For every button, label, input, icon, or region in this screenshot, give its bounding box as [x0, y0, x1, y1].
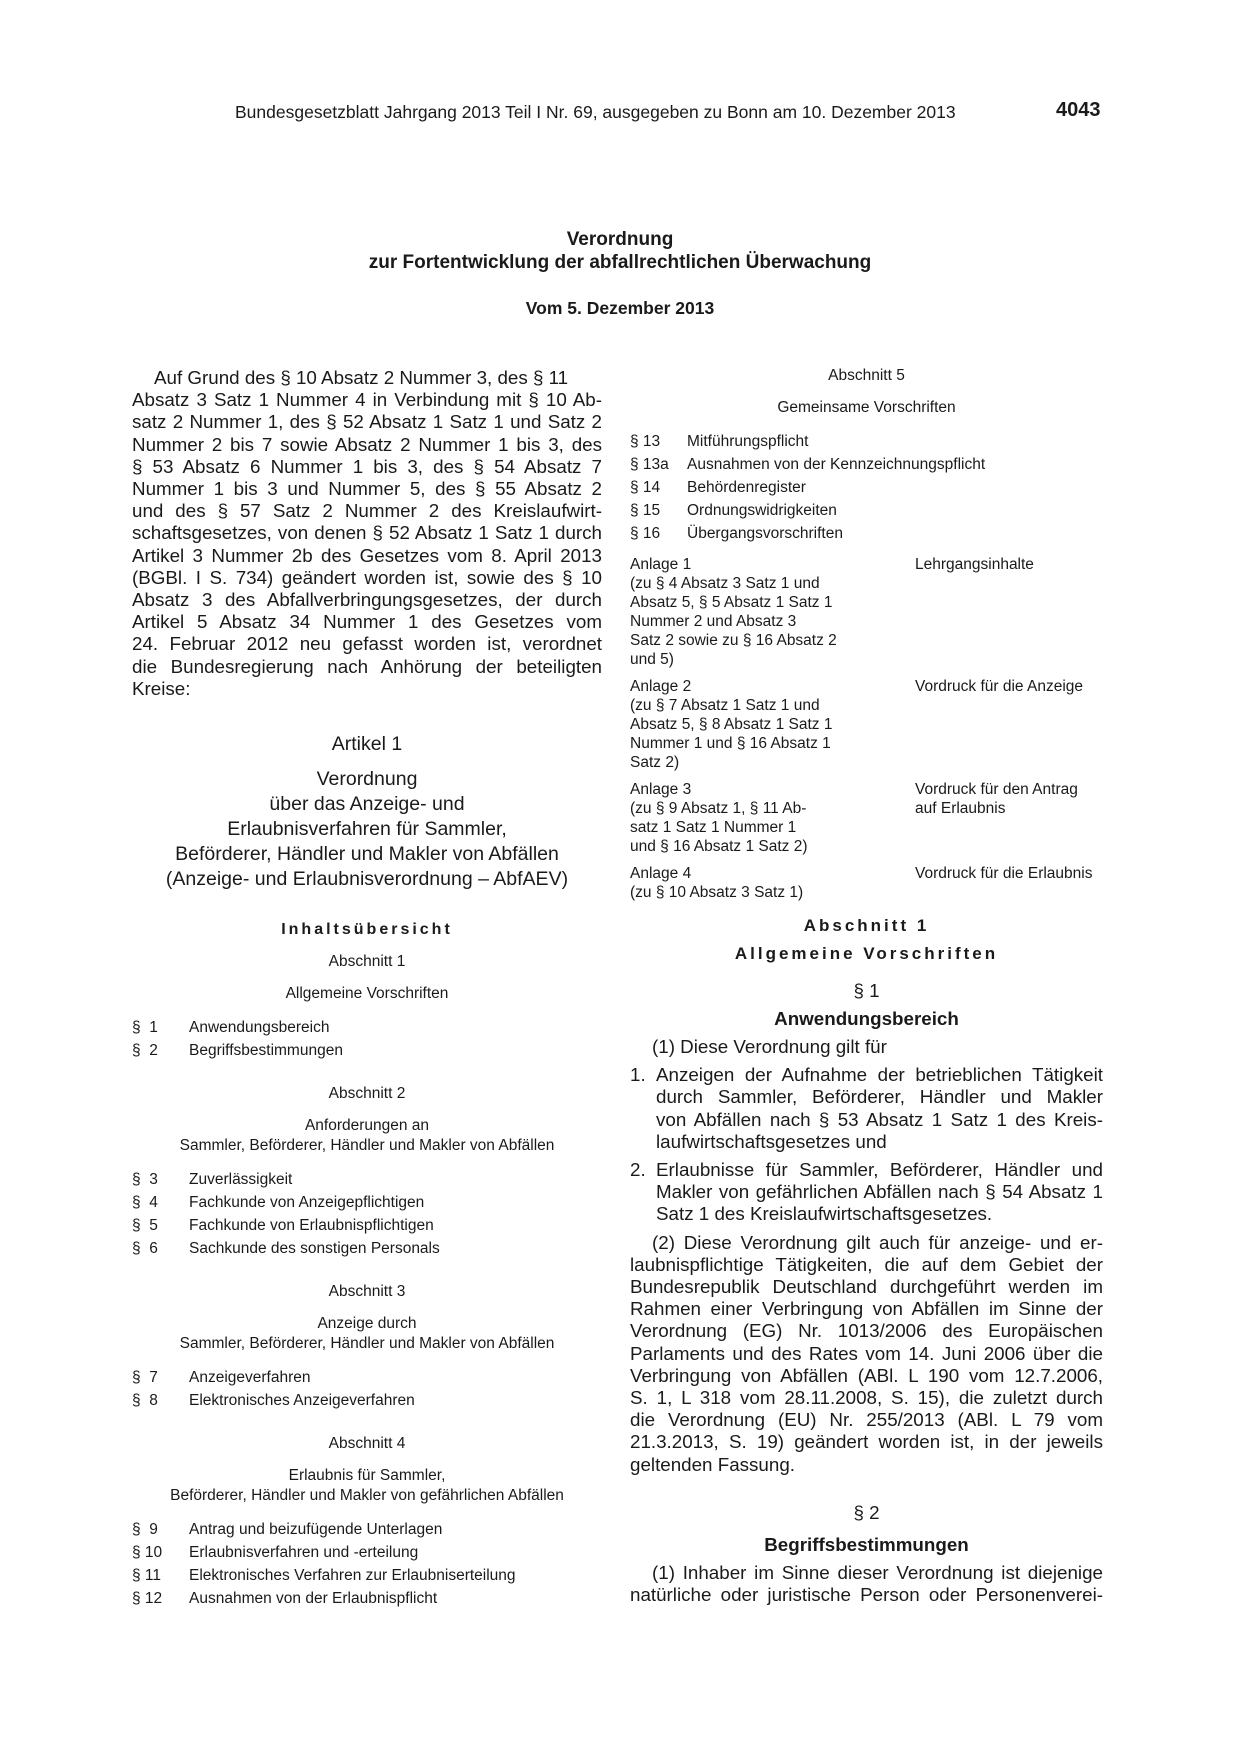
toc-entry	[132, 1016, 602, 1039]
anlage-line: (zu § 7 Absatz 1 Satz 1 und	[630, 697, 820, 714]
anlage-reference	[630, 677, 915, 772]
toc-entry-text: Anzeigeverfahren	[189, 1369, 311, 1387]
title-line-2: zur Fortentwicklung der abfallrechtlichen Überwachung	[368, 252, 872, 273]
list-item-number: 2.	[630, 1159, 646, 1181]
artikel-title-line: Beförderer, Händler und Makler von Abfällen	[175, 843, 559, 866]
artikel-title-line: Verordnung	[316, 768, 418, 791]
body-line: Verordnung (EG) Nr. 1013/2006 des Europäischen	[630, 1320, 1103, 1342]
anlage-line: satz 1 Satz 1 Nummer 1	[630, 819, 797, 836]
title-line-1: Verordnung	[566, 229, 674, 250]
toc-entry-text: Behördenregister	[687, 479, 806, 496]
anlagen-list	[630, 555, 1103, 902]
paragraph-body	[630, 1562, 1103, 1606]
anlage-line: Anlage 2	[630, 678, 692, 695]
anlage-line: Anlage 4	[630, 865, 692, 882]
toc-heading: Inhaltsübersicht	[281, 921, 453, 939]
artikel-label: Artikel 1	[331, 733, 403, 756]
list-item-line: laufwirtschaftsgesetzes und	[656, 1130, 887, 1152]
anlage-line: Absatz 5, § 5 Absatz 1 Satz 1	[630, 594, 833, 611]
anlage-entry	[630, 864, 1103, 902]
body-line: 21.3.2013, S. 19) geändert worden ist, in der jeweils	[630, 1431, 1103, 1453]
list-item-line: von Abfällen nach § 53 Absatz 1 Satz 1 des Kreis-	[656, 1108, 1103, 1130]
anlage-entry	[630, 555, 1103, 669]
toc-entry	[132, 1518, 602, 1541]
left-column	[132, 367, 602, 1610]
toc-abschnitt-title: Erlaubnis für Sammler,	[288, 1467, 446, 1485]
preamble-line: Nummer 2 bis 7 sowie Absatz 2 Nummer 1 bis 3, des	[132, 433, 602, 455]
toc-entry	[132, 1191, 602, 1214]
anlage-line: (zu § 9 Absatz 1, § 11 Ab-	[630, 800, 807, 817]
toc-entry	[132, 1389, 602, 1412]
toc-entry-text: Ausnahmen von der Erlaubnispflicht	[189, 1590, 438, 1608]
toc-entry-number: § 4	[132, 1194, 158, 1212]
toc-entry	[132, 1039, 602, 1062]
anlage-reference	[630, 555, 915, 669]
toc-entry-number: § 7	[132, 1369, 158, 1387]
toc-entry-number: § 10	[132, 1544, 163, 1562]
toc-abschnitt-label: Abschnitt 1	[328, 953, 406, 971]
list-item-line: Satz 1 des Kreislaufwirtschaftsgesetzes.	[656, 1203, 993, 1225]
toc-entry-text: Antrag und beizufügende Unterlagen	[189, 1521, 443, 1539]
toc-entry	[630, 453, 1103, 476]
anlage-title	[915, 864, 1103, 902]
toc-entry	[132, 1564, 602, 1587]
list-item-line: durch Sammler, Beförderer, Händler und Makler	[656, 1086, 1103, 1108]
anlage-reference	[630, 780, 915, 856]
toc-entry-text: Elektronisches Anzeigeverfahren	[189, 1392, 415, 1410]
preamble-line: Artikel 3 Nummer 2b des Gesetzes vom 8. April 2013	[132, 544, 602, 566]
paragraph-number: § 2	[853, 1501, 880, 1523]
toc-entry-number: § 6	[132, 1240, 158, 1258]
page-number: 4043	[1056, 99, 1101, 121]
toc-entry	[132, 1541, 602, 1564]
anlage-title	[915, 677, 1103, 772]
toc-abschnitt-label: Abschnitt 3	[328, 1283, 406, 1301]
body-line: laubnispflichtige Tätigkeiten, die auf dem Gebiet der	[630, 1253, 1103, 1275]
list-item-text	[656, 1159, 1103, 1226]
toc-entry-text: Elektronisches Verfahren zur Erlaubniserteilung	[189, 1567, 516, 1585]
anlage-title	[915, 555, 1103, 669]
toc-entries	[132, 1518, 602, 1610]
toc-abschnitt-title: Sammler, Beförderer, Händler und Makler von Abfällen	[179, 1335, 555, 1353]
list-item	[630, 1159, 1103, 1226]
body-line: natürliche oder juristische Person oder Personenverei-	[630, 1584, 1103, 1606]
toc-entry-number: § 13	[630, 433, 661, 450]
toc-entry-number: § 1	[132, 1019, 158, 1037]
toc-entry-text: Zuverlässigkeit	[189, 1171, 293, 1189]
toc-entries	[630, 430, 1103, 545]
title-date: Vom 5. Dezember 2013	[525, 298, 715, 318]
toc-entry-text: Anwendungsbereich	[189, 1019, 330, 1037]
anlage-line: Anlage 1	[630, 556, 692, 573]
body-line: (1) Inhaber im Sinne dieser Verordnung ist diejenige	[652, 1561, 1103, 1583]
preamble-line: (BGBl. I S. 734) geändert worden ist, sowie des § 10	[132, 566, 602, 588]
anlage-title-line: Lehrgangsinhalte	[915, 556, 1034, 573]
toc-abschnitt-title: Anzeige durch	[317, 1315, 417, 1333]
body-line: Rahmen einer Verbringung von Abfällen im Sinne der	[630, 1298, 1103, 1320]
running-head: Bundesgesetzblatt Jahrgang 2013 Teil I Nr. 69, ausgegeben zu Bonn am 10. Dezember 2013	[235, 102, 956, 122]
toc-entry-text: Begriffsbestimmungen	[189, 1042, 343, 1060]
preamble-line: 24. Februar 2012 neu gefasst worden ist, verordnet	[132, 633, 602, 655]
anlage-line: Satz 2)	[630, 754, 680, 771]
anlage-line: Satz 2 sowie zu § 16 Absatz 2	[630, 632, 837, 649]
preamble-line: § 53 Absatz 6 Nummer 1 bis 3, des § 54 Absatz 7	[132, 455, 602, 477]
right-column	[630, 366, 1103, 1606]
body-line: S. 1, L 318 vom 28.11.2008, S. 15), die zuletzt durch	[630, 1387, 1103, 1409]
anlage-title-line: Vordruck für die Anzeige	[915, 678, 1084, 695]
preamble-line: Nummer 1 bis 3 und Nummer 5, des § 55 Absatz 2	[132, 478, 602, 500]
preamble-line: Artikel 5 Absatz 34 Nummer 1 des Gesetzes vom	[132, 611, 602, 633]
toc-entry-number: § 5	[132, 1217, 158, 1235]
anlage-title-line: Vordruck für die Erlaubnis	[915, 865, 1093, 882]
abschnitt-label: Abschnitt 1	[803, 916, 930, 935]
toc-abschnitt-title: Sammler, Beförderer, Händler und Makler von Abfällen	[179, 1137, 555, 1155]
toc-entry-number: § 14	[630, 479, 661, 496]
body-line: die Verordnung (EU) Nr. 255/2013 (ABl. L 79 vom	[630, 1409, 1103, 1431]
paragraph-title: Anwendungsbereich	[774, 1008, 959, 1029]
toc-entry	[630, 430, 1103, 453]
toc-abschnitt-title: Allgemeine Vorschriften	[285, 985, 449, 1003]
toc-abschnitt-label: Abschnitt 2	[328, 1085, 406, 1103]
paragraph-intro: (1) Diese Verordnung gilt für	[652, 1036, 887, 1057]
anlage-line: Nummer 2 und Absatz 3	[630, 613, 797, 630]
list-item-line: Erlaubnisse für Sammler, Beförderer, Händler und	[656, 1159, 1103, 1181]
toc-entry	[132, 1587, 602, 1610]
toc-entry-text: Fachkunde von Anzeigepflichtigen	[189, 1194, 425, 1212]
artikel-title-line: über das Anzeige- und	[269, 793, 465, 816]
list-item-line: Anzeigen der Aufnahme der betrieblichen Tätigkeit	[656, 1064, 1103, 1086]
anlage-line: Absatz 5, § 8 Absatz 1 Satz 1	[630, 716, 833, 733]
preamble-line: und des § 57 Satz 2 Nummer 2 des Kreislaufwirt-	[132, 500, 602, 522]
preamble-line: Auf Grund des § 10 Absatz 2 Nummer 3, des § 11	[154, 367, 569, 388]
toc-entry-text: Übergangsvorschriften	[687, 525, 843, 542]
toc-entry-number: § 12	[132, 1590, 163, 1608]
toc-abschnitt-label: Abschnitt 5	[828, 367, 905, 384]
preamble-line: schaftsgesetzes, von denen § 52 Absatz 1 Satz 1 durch	[132, 522, 602, 544]
toc-abschnitt-label: Abschnitt 4	[328, 1435, 406, 1453]
toc-entry-number: § 9	[132, 1521, 158, 1539]
list-item-line: Makler von gefährlichen Abfällen nach § 54 Absatz 1	[656, 1181, 1103, 1203]
anlage-line: Nummer 1 und § 16 Absatz 1	[630, 735, 831, 752]
anlage-line: und 5)	[630, 651, 674, 668]
toc-entry-number: § 16	[630, 525, 661, 542]
toc-entry-text: Fachkunde von Erlaubnispflichtigen	[189, 1217, 434, 1235]
preamble	[132, 367, 602, 700]
preamble-line: Absatz 3 des Abfallverbringungsgesetzes, der durch	[132, 589, 602, 611]
toc-abschnitt-title: Beförderer, Händler und Makler von gefährlichen Abfällen	[170, 1487, 564, 1505]
toc-entry-number: § 13a	[630, 456, 669, 473]
paragraph-title: Begriffsbestimmungen	[764, 1533, 969, 1555]
list-item	[630, 1064, 1103, 1153]
anlage-title-line: auf Erlaubnis	[915, 800, 1006, 817]
toc-entries	[132, 1168, 602, 1260]
toc-entry-text: Ausnahmen von der Kennzeichnungspflicht	[687, 456, 986, 473]
toc-entry	[630, 499, 1103, 522]
toc-entry-number: § 2	[132, 1042, 158, 1060]
body-line: Bundesrepublik Deutschland durchgeführt werden im	[630, 1276, 1103, 1298]
anlage-line: (zu § 10 Absatz 3 Satz 1)	[630, 884, 804, 901]
toc-entries	[132, 1366, 602, 1412]
toc-entry-text: Ordnungswidrigkeiten	[687, 502, 837, 519]
toc-entry	[132, 1168, 602, 1191]
preamble-line: satz 2 Nummer 1, des § 52 Absatz 1 Satz 1 und Satz 2	[132, 411, 602, 433]
toc-entry	[132, 1366, 602, 1389]
body-line: geltenden Fassung.	[630, 1453, 795, 1475]
body-line: Verbringung von Abfällen (ABl. L 190 vom 12.7.2006,	[630, 1364, 1103, 1386]
toc-entry	[630, 476, 1103, 499]
artikel-heading	[132, 732, 602, 892]
anlage-title	[915, 780, 1103, 856]
toc-entry-number: § 15	[630, 502, 661, 519]
preamble-line: die Bundesregierung nach Anhörung der beteiligten	[132, 655, 602, 677]
anlage-entry	[630, 677, 1103, 772]
paragraph-number: § 1	[853, 980, 880, 1001]
toc-entry-text: Sachkunde des sonstigen Personals	[189, 1240, 440, 1258]
toc-entry-text: Erlaubnisverfahren und -erteilung	[189, 1544, 419, 1562]
anlage-title-line: Vordruck für den Antrag	[915, 781, 1078, 798]
toc-entry-number: § 11	[132, 1567, 162, 1585]
toc-entry	[630, 522, 1103, 545]
artikel-title-line: Erlaubnisverfahren für Sammler,	[227, 818, 507, 841]
toc-entry-number: § 8	[132, 1392, 158, 1410]
toc-entry	[132, 1214, 602, 1237]
anlage-reference	[630, 864, 915, 902]
list-item-number: 1.	[630, 1064, 646, 1086]
artikel-title-line: (Anzeige- und Erlaubnisverordnung – AbfAEV)	[165, 868, 569, 891]
toc-entry	[132, 1237, 602, 1260]
toc-abschnitt-title: Gemeinsame Vorschriften	[777, 399, 956, 416]
body-line: Parlaments und des Rates vom 14. Juni 2006 über die	[630, 1342, 1103, 1364]
body-line: (2) Diese Verordnung gilt auch für anzeige- und er-	[652, 1231, 1103, 1253]
anlage-line: (zu § 4 Absatz 3 Satz 1 und	[630, 575, 820, 592]
paragraph-abs2	[630, 1232, 1103, 1476]
abschnitt-title: Allgemeine Vorschriften	[734, 944, 999, 963]
anlage-line: und § 16 Absatz 1 Satz 2)	[630, 838, 808, 855]
anlage-entry	[630, 780, 1103, 856]
list-item-text	[656, 1064, 1103, 1153]
toc-entry-number: § 3	[132, 1171, 158, 1189]
anlage-line: Anlage 3	[630, 781, 692, 798]
toc-entries	[132, 1016, 602, 1062]
toc-entry-text: Mitführungspflicht	[687, 433, 809, 450]
preamble-line: Absatz 3 Satz 1 Nummer 4 in Verbindung mit § 10 Ab-	[132, 389, 602, 411]
preamble-line: Kreise:	[132, 677, 191, 699]
toc-abschnitt-title: Anforderungen an	[304, 1117, 430, 1135]
